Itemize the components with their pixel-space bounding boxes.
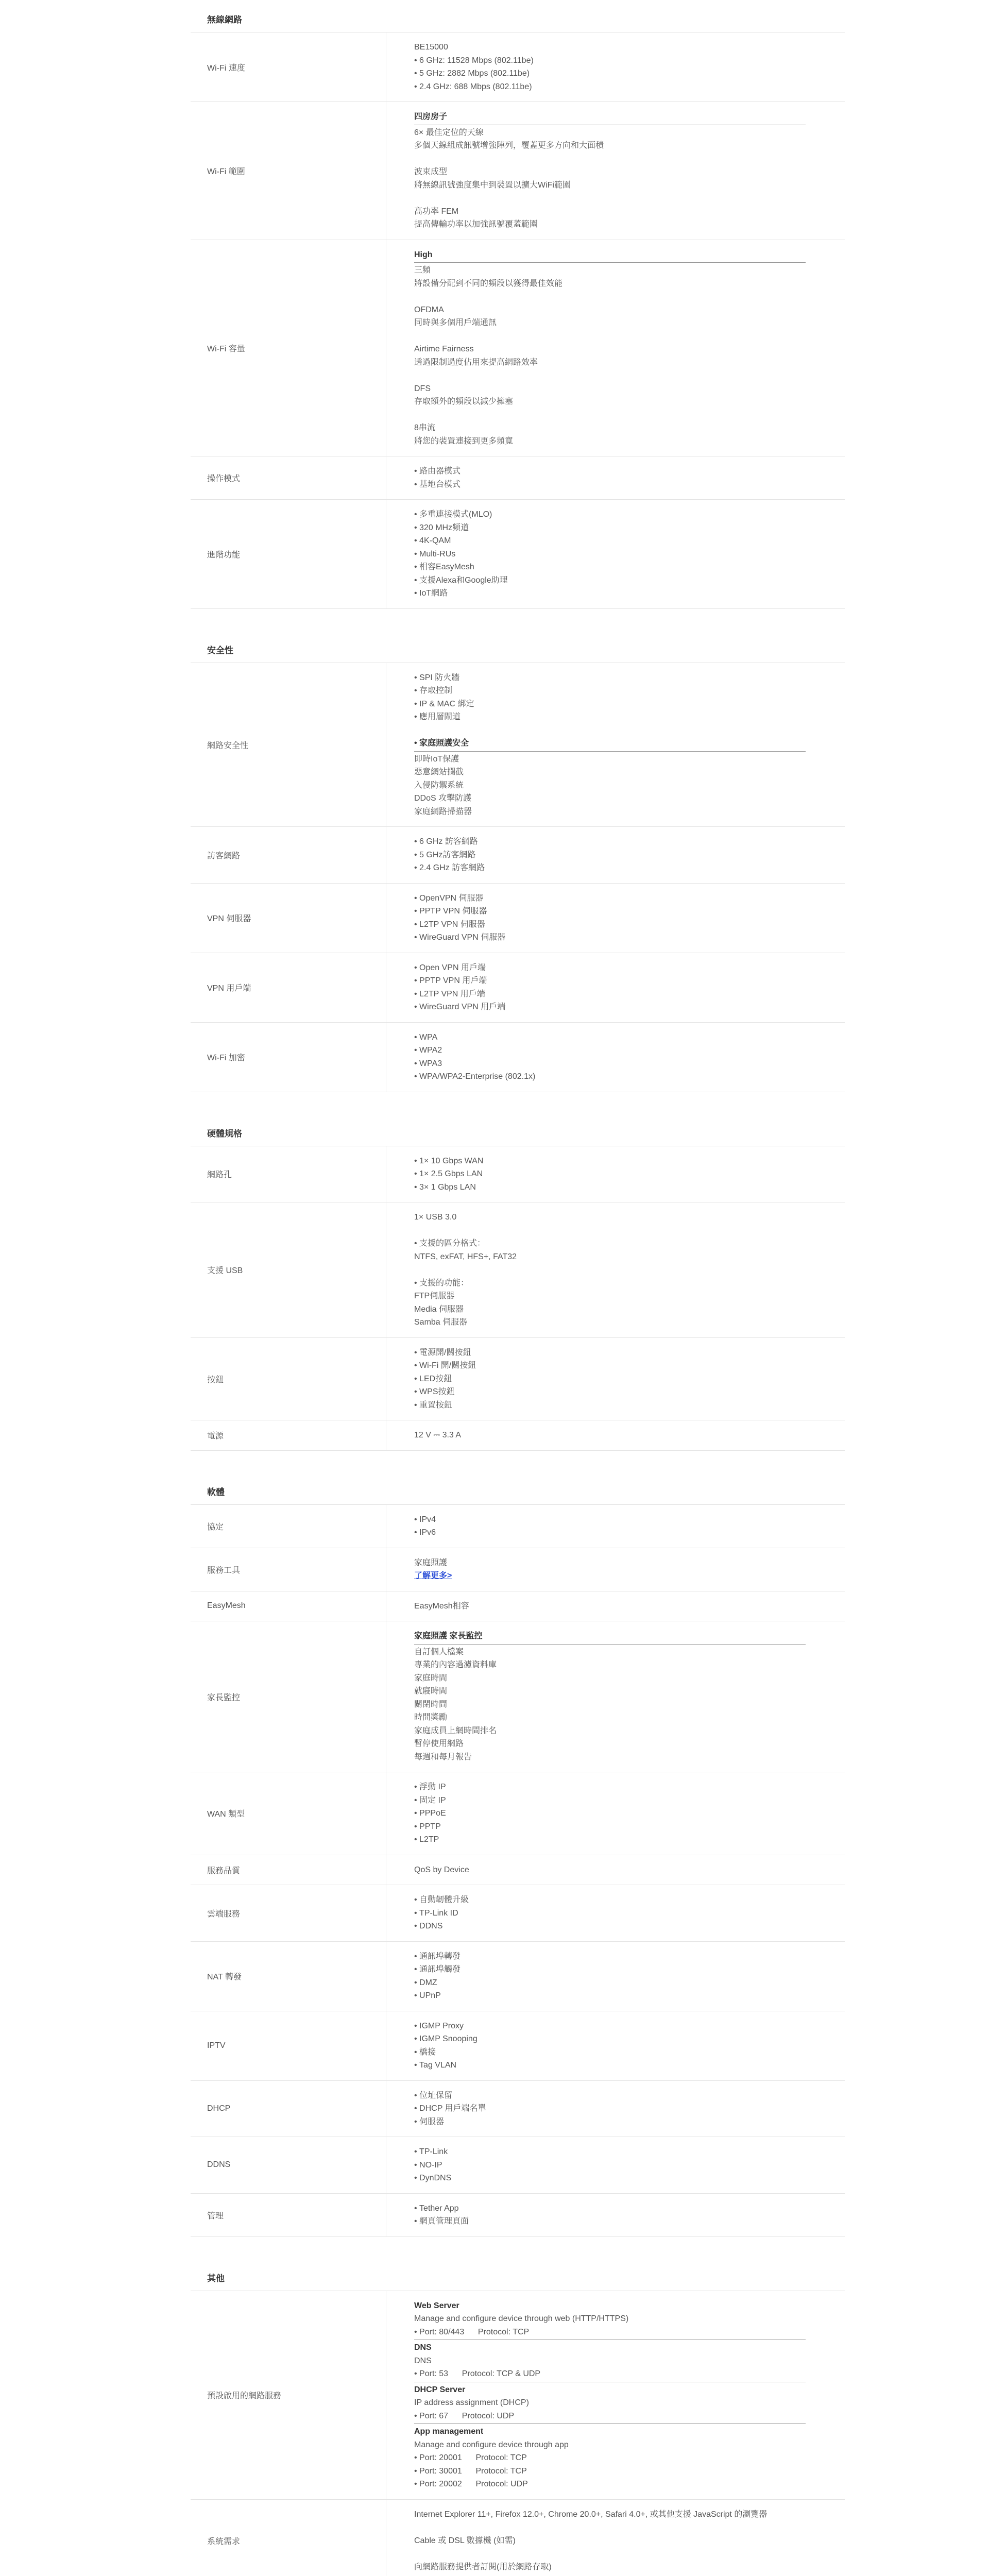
spec-label: 支援 USB xyxy=(191,1202,386,1337)
spec-line: • 路由器模式 xyxy=(414,465,806,478)
spec-line: DDoS 攻擊防護 xyxy=(414,792,806,805)
spec-label: 預設啟用的網路服務 xyxy=(191,2291,386,2499)
spec-label: NAT 轉發 xyxy=(191,1942,386,2011)
spec-line: • 3× 1 Gbps LAN xyxy=(414,1181,806,1194)
spec-line: • PPTP VPN 伺服器 xyxy=(414,905,806,918)
spec-label: 家長監控 xyxy=(191,1621,386,1772)
spec-value xyxy=(386,1772,806,1855)
spec-label: 進階功能 xyxy=(191,500,386,608)
spec-line: • 320 MHz頻道 xyxy=(414,521,806,535)
spec-line: • L2TP VPN 伺服器 xyxy=(414,918,806,931)
spec-line: • Port: 30001 Protocol: TCP xyxy=(414,2465,806,2478)
spec-line: • 重置按鈕 xyxy=(414,1399,806,1412)
spec-value xyxy=(386,500,806,608)
section-title: 其他 xyxy=(191,2267,845,2291)
spec-line: High xyxy=(414,248,806,263)
spec-line: 時間獎勵 xyxy=(414,1711,806,1724)
spec-line: • NO-IP xyxy=(414,2159,806,2172)
spec-row xyxy=(191,240,845,457)
spec-line: • WPA xyxy=(414,1031,806,1044)
spec-value xyxy=(386,1621,806,1772)
spec-line: • WireGuard VPN 用戶端 xyxy=(414,1001,806,1014)
spec-line: BE15000 xyxy=(414,41,806,54)
spec-line: 每週和每月報告 xyxy=(414,1751,806,1764)
spec-line: App management xyxy=(414,2425,806,2438)
spec-line: • IoT網路 xyxy=(414,587,806,600)
spec-line: 就寢時間 xyxy=(414,1685,806,1698)
spec-line: 專業的內容過濾資料庫 xyxy=(414,1658,806,1672)
spec-line: • Port: 20001 Protocol: TCP xyxy=(414,2451,806,2465)
spec-line: • L2TP xyxy=(414,1833,806,1846)
spec-line: • WPA/WPA2-Enterprise (802.1x) xyxy=(414,1070,806,1083)
spec-line: • 5 GHz: 2882 Mbps (802.11be) xyxy=(414,67,806,80)
spec-line xyxy=(414,1224,806,1238)
spec-value xyxy=(386,1420,806,1450)
spec-line: • Port: 53 Protocol: TCP & UDP xyxy=(414,2367,806,2382)
spec-row xyxy=(191,456,845,500)
spec-line: Samba 伺服器 xyxy=(414,1316,806,1329)
spec-row xyxy=(191,1548,845,1591)
spec-line: • 支援Alexa和Google助理 xyxy=(414,574,806,587)
spec-line: • TP-Link xyxy=(414,2145,806,2159)
spec-line: FTP伺服器 xyxy=(414,1290,806,1303)
spec-line: Manage and configure device through app xyxy=(414,2438,806,2452)
spec-row xyxy=(191,1591,845,1622)
spec-value xyxy=(386,884,806,953)
spec-label: Wi-Fi 速度 xyxy=(191,32,386,101)
spec-value xyxy=(386,2194,806,2236)
spec-line: • 6 GHz 訪客網路 xyxy=(414,835,806,849)
spec-line: • WPS按鈕 xyxy=(414,1385,806,1399)
spec-row xyxy=(191,1146,845,1203)
spec-row xyxy=(191,1621,845,1772)
spec-label: VPN 伺服器 xyxy=(191,884,386,953)
spec-value xyxy=(386,456,806,499)
spec-label: Wi-Fi 加密 xyxy=(191,1023,386,1092)
spec-value xyxy=(386,1338,806,1420)
spec-line: • 2.4 GHz: 688 Mbps (802.11be) xyxy=(414,80,806,94)
spec-line: Airtime Fairness xyxy=(414,343,806,356)
spec-line: 高功率 FEM xyxy=(414,205,806,218)
spec-value xyxy=(386,1023,806,1092)
spec-line: • SPI 防火牆 xyxy=(414,671,806,685)
spec-row xyxy=(191,2500,845,2576)
spec-row xyxy=(191,32,845,102)
spec-row xyxy=(191,884,845,953)
spec-label: 電源 xyxy=(191,1420,386,1450)
spec-line: • IPv6 xyxy=(414,1526,806,1539)
spec-row xyxy=(191,1420,845,1451)
spec-line: 自訂個人檔案 xyxy=(414,1646,806,1659)
spec-line: 家庭照護 xyxy=(414,1556,806,1570)
spec-line: • 支援的區分格式： xyxy=(414,1237,806,1250)
spec-line: • 基地台模式 xyxy=(414,478,806,492)
spec-table xyxy=(191,0,845,2576)
spec-line: 1× USB 3.0 xyxy=(414,1211,806,1224)
spec-label: 按鈕 xyxy=(191,1338,386,1420)
spec-line: DNS xyxy=(414,2341,806,2354)
spec-value xyxy=(386,953,806,1022)
spec-line: • Wi-Fi 開/關按鈕 xyxy=(414,1359,806,1372)
spec-line: • PPPoE xyxy=(414,1807,806,1820)
spec-line: 同時與多個用戶端通訊 xyxy=(414,316,806,330)
spec-line: 家庭成員上網時間排名 xyxy=(414,1724,806,1738)
spec-line: • LED按鈕 xyxy=(414,1372,806,1386)
spec-line: 將無線訊號強度集中到裝置以擴大WiFi範圍 xyxy=(414,179,806,192)
spec-value xyxy=(386,1146,806,1202)
spec-line: 家庭照護 家長監控 xyxy=(414,1630,806,1645)
spec-line: NTFS, exFAT, HFS+, FAT32 xyxy=(414,1250,806,1264)
spec-value xyxy=(386,663,806,827)
spec-line: • OpenVPN 伺服器 xyxy=(414,892,806,905)
spec-section xyxy=(191,639,845,1092)
spec-label: WAN 類型 xyxy=(191,1772,386,1855)
spec-row xyxy=(191,2137,845,2194)
spec-line: • IPv4 xyxy=(414,1513,806,1527)
spec-line: • Multi-RUs xyxy=(414,548,806,561)
spec-line: 家庭網路掃描器 xyxy=(414,805,806,819)
spec-line: • 位址保留 xyxy=(414,2089,806,2103)
spec-line: • Port: 20002 Protocol: UDP xyxy=(414,2478,806,2491)
spec-row xyxy=(191,1023,845,1092)
spec-line: 將您的裝置連接到更多頻寬 xyxy=(414,435,806,448)
spec-line: 6× 最佳定位的天線 xyxy=(414,126,806,140)
spec-line: • Tether App xyxy=(414,2202,806,2215)
section-title: 安全性 xyxy=(191,639,845,663)
spec-line: • DMZ xyxy=(414,1976,806,1990)
learn-more-link[interactable]: 了解更多> xyxy=(414,1569,806,1583)
spec-line: 多個天線組成訊號增強陣列，覆蓋更多方向和大面積 xyxy=(414,139,806,152)
spec-row xyxy=(191,1772,845,1855)
spec-value xyxy=(386,2291,806,2499)
spec-line: Manage and configure device through web (HTTP/HTTPS) xyxy=(414,2312,806,2326)
spec-value xyxy=(386,102,806,240)
spec-label: Wi-Fi 容量 xyxy=(191,240,386,456)
spec-line: • Port: 67 Protocol: UDP xyxy=(414,2410,806,2425)
spec-value xyxy=(386,2500,806,2576)
section-title: 無線網路 xyxy=(191,8,845,32)
spec-row xyxy=(191,1505,845,1548)
section-title: 硬體規格 xyxy=(191,1122,845,1146)
spec-row xyxy=(191,1202,845,1338)
spec-label: 網路安全性 xyxy=(191,663,386,827)
spec-line: • 4K-QAM xyxy=(414,534,806,548)
spec-section xyxy=(191,8,845,609)
spec-line: Web Server xyxy=(414,2299,806,2313)
spec-line xyxy=(414,369,806,382)
spec-line: Cable 或 DSL 數據機 (如需) xyxy=(414,2534,806,2548)
spec-row xyxy=(191,2194,845,2237)
spec-line: 存取額外的頻段以減少擁塞 xyxy=(414,395,806,409)
spec-row xyxy=(191,500,845,609)
spec-line: • PPTP xyxy=(414,1820,806,1834)
spec-row xyxy=(191,2011,845,2081)
spec-label: DHCP xyxy=(191,2081,386,2137)
spec-value xyxy=(386,1202,806,1337)
spec-line: • TP-Link ID xyxy=(414,1907,806,1920)
spec-line: Media 伺服器 xyxy=(414,1303,806,1316)
spec-line: • 通訊埠轉發 xyxy=(414,1950,806,1963)
spec-value xyxy=(386,1942,806,2011)
spec-line: • 相容EasyMesh xyxy=(414,561,806,574)
spec-line: Internet Explorer 11+, Firefox 12.0+, Chrome 20.0+, Safari 4.0+, 或其他支援 JavaScript 的瀏覽器 xyxy=(414,2508,806,2521)
spec-row xyxy=(191,1885,845,1942)
spec-line: • UPnP xyxy=(414,1989,806,2003)
spec-label: EasyMesh xyxy=(191,1591,386,1621)
spec-row xyxy=(191,2291,845,2500)
spec-line xyxy=(414,409,806,422)
spec-line: • 家庭照護安全 xyxy=(414,737,806,752)
spec-line: 關閉時間 xyxy=(414,1698,806,1711)
spec-line: DHCP Server xyxy=(414,2383,806,2397)
spec-label: 雲端服務 xyxy=(191,1885,386,1941)
spec-label: DDNS xyxy=(191,2137,386,2193)
spec-row xyxy=(191,2081,845,2138)
section-title: 軟體 xyxy=(191,1481,845,1505)
spec-value xyxy=(386,2011,806,2080)
spec-row xyxy=(191,102,845,240)
spec-line: 四房房子 xyxy=(414,110,806,125)
spec-line: 透過限制過度佔用來提高網路效率 xyxy=(414,356,806,369)
spec-line: • Tag VLAN xyxy=(414,2059,806,2072)
spec-line: • 2.4 GHz 訪客網路 xyxy=(414,861,806,875)
spec-line: EasyMesh相容 xyxy=(414,1600,806,1613)
spec-label: Wi-Fi 範圍 xyxy=(191,102,386,240)
spec-line: 8串流 xyxy=(414,421,806,435)
spec-line: • DDNS xyxy=(414,1920,806,1933)
spec-line: 暫停使用網路 xyxy=(414,1737,806,1751)
spec-line xyxy=(414,2547,806,2561)
spec-value xyxy=(386,1548,806,1591)
spec-line: OFDMA xyxy=(414,303,806,317)
spec-line: 12 V ⎓ 3.3 A xyxy=(414,1429,806,1442)
spec-line: • PPTP VPN 用戶端 xyxy=(414,974,806,988)
spec-line: • IP & MAC 綁定 xyxy=(414,698,806,711)
spec-line: 將設備分配到不同的頻段以獲得最佳效能 xyxy=(414,277,806,291)
spec-line: • 橋接 xyxy=(414,2046,806,2059)
spec-line: 惡意網站攔截 xyxy=(414,766,806,779)
spec-line: • Open VPN 用戶端 xyxy=(414,961,806,975)
spec-value xyxy=(386,1885,806,1941)
spec-line: • 6 GHz: 11528 Mbps (802.11be) xyxy=(414,54,806,67)
spec-row xyxy=(191,663,845,827)
spec-label: 系統需求 xyxy=(191,2500,386,2576)
spec-section xyxy=(191,1122,845,1451)
spec-line: DFS xyxy=(414,382,806,396)
spec-row xyxy=(191,1942,845,2011)
spec-line: • 固定 IP xyxy=(414,1794,806,1807)
spec-line: IP address assignment (DHCP) xyxy=(414,2396,806,2410)
spec-line: QoS by Device xyxy=(414,1863,806,1877)
spec-section xyxy=(191,2267,845,2576)
spec-value xyxy=(386,1505,806,1548)
spec-line: • WPA2 xyxy=(414,1044,806,1057)
spec-section xyxy=(191,1481,845,2237)
spec-line: • 通訊埠觸發 xyxy=(414,1963,806,1976)
spec-line: • 應用層閘道 xyxy=(414,710,806,724)
spec-line: • IGMP Proxy xyxy=(414,2020,806,2033)
spec-line: • DynDNS xyxy=(414,2172,806,2185)
spec-line xyxy=(414,330,806,343)
spec-line: 家庭時間 xyxy=(414,1672,806,1685)
spec-row xyxy=(191,1855,845,1886)
spec-line: • 多重連接模式(MLO) xyxy=(414,508,806,521)
spec-line: • 存取控制 xyxy=(414,684,806,698)
spec-label: 訪客網路 xyxy=(191,827,386,883)
spec-line: • 1× 10 Gbps WAN xyxy=(414,1155,806,1168)
spec-line: 波束成型 xyxy=(414,165,806,179)
spec-line: 入侵防禦系統 xyxy=(414,779,806,792)
spec-value xyxy=(386,2081,806,2137)
spec-line: 向網路服務提供者訂閱(用於網路存取) xyxy=(414,2561,806,2574)
spec-line xyxy=(414,290,806,303)
spec-line: • 支援的功能： xyxy=(414,1277,806,1290)
spec-line: • WireGuard VPN 伺服器 xyxy=(414,931,806,944)
spec-label: 協定 xyxy=(191,1505,386,1548)
spec-line: 提高傳輸功率以加強訊號覆蓋範圍 xyxy=(414,218,806,231)
spec-line: • 電源開/關按鈕 xyxy=(414,1346,806,1360)
spec-value xyxy=(386,32,806,101)
spec-label: 管理 xyxy=(191,2194,386,2236)
spec-line: • L2TP VPN 用戶端 xyxy=(414,988,806,1001)
spec-label: VPN 用戶端 xyxy=(191,953,386,1022)
spec-line: • 1× 2.5 Gbps LAN xyxy=(414,1167,806,1181)
spec-line: • 網頁管理頁面 xyxy=(414,2215,806,2228)
spec-row xyxy=(191,827,845,884)
spec-value xyxy=(386,827,806,883)
spec-line: • 伺服器 xyxy=(414,2115,806,2129)
spec-line xyxy=(414,724,806,737)
spec-value xyxy=(386,240,806,456)
spec-line: 三頻 xyxy=(414,264,806,277)
spec-line xyxy=(414,2521,806,2534)
spec-line: • IGMP Snooping xyxy=(414,2032,806,2046)
spec-line xyxy=(414,192,806,205)
spec-label: 操作模式 xyxy=(191,456,386,499)
spec-line: 即時IoT保護 xyxy=(414,753,806,766)
spec-value xyxy=(386,2137,806,2193)
spec-label: IPTV xyxy=(191,2011,386,2080)
spec-line xyxy=(414,1263,806,1277)
spec-label: 網路孔 xyxy=(191,1146,386,1202)
spec-line: • WPA3 xyxy=(414,1057,806,1071)
spec-row xyxy=(191,1338,845,1421)
spec-line: • 浮動 IP xyxy=(414,1781,806,1794)
spec-line: • DHCP 用戶端名單 xyxy=(414,2102,806,2115)
spec-label: 服務工具 xyxy=(191,1548,386,1591)
spec-line: • 自動韌體升級 xyxy=(414,1893,806,1907)
spec-line: • Port: 80/443 Protocol: TCP xyxy=(414,2326,806,2341)
spec-line xyxy=(414,152,806,166)
spec-value xyxy=(386,1591,806,1621)
spec-value xyxy=(386,1855,806,1885)
spec-line: DNS xyxy=(414,2354,806,2368)
spec-line: • 5 GHz訪客網路 xyxy=(414,849,806,862)
spec-row xyxy=(191,953,845,1023)
spec-label: 服務品質 xyxy=(191,1855,386,1885)
